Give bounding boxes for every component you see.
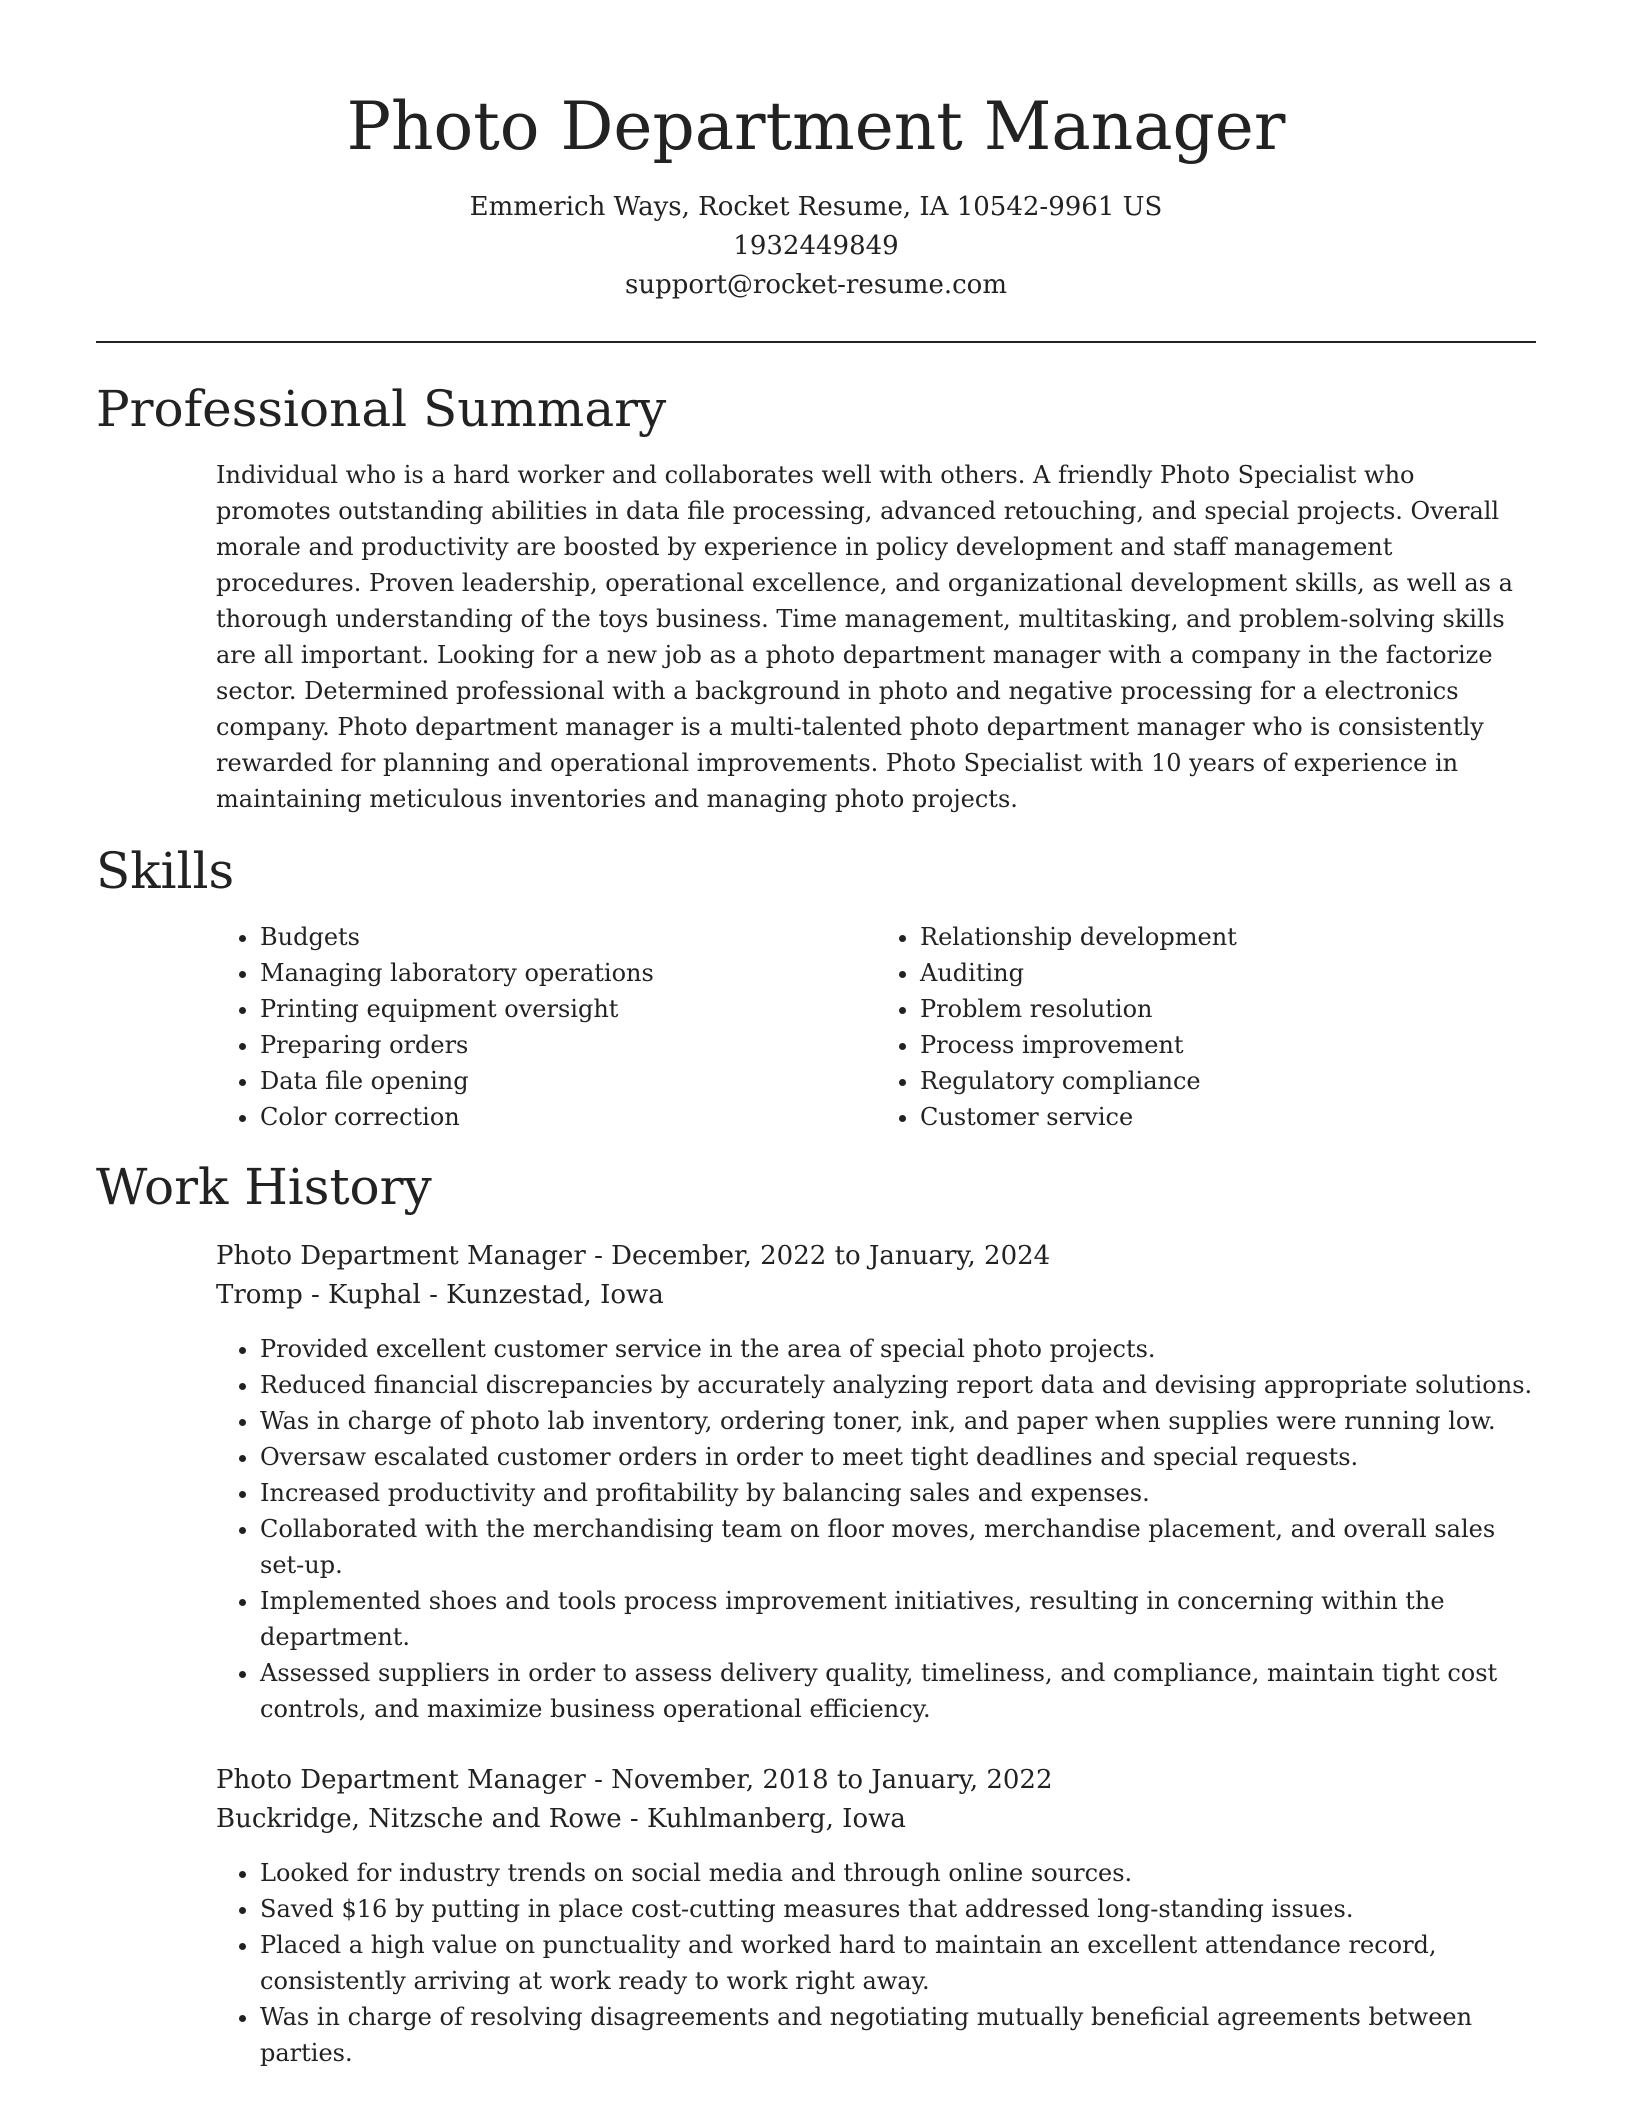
job-title-line <box>216 1761 1536 1800</box>
job-separator: - <box>621 1804 647 1834</box>
header-divider <box>96 341 1536 343</box>
job-bullet: • Reduced financial discrepancies by accurately analyzing report data and devising appropriate solutions. <box>260 1367 1536 1403</box>
contact-phone: 1932449849 <box>733 231 899 261</box>
skills-heading: Skills <box>96 842 235 900</box>
skill-item: • Process improvement <box>920 1027 1536 1063</box>
candidate-name: Photo Department Manager <box>346 88 1286 165</box>
skill-item: • Regulatory compliance <box>920 1063 1536 1099</box>
skill-item: • Managing laboratory operations <box>260 955 876 991</box>
skill-item: • Budgets <box>260 919 876 955</box>
skill-item: • Problem resolution <box>920 991 1536 1027</box>
job-location: Kuhlmanberg, Iowa <box>646 1804 906 1834</box>
skills-column-right <box>876 919 1536 1135</box>
job-bullet: • Was in charge of resolving disagreements and negotiating mutually beneficial agreements between parties. <box>260 1999 1536 2071</box>
job-dates: November, 2018 to January, 2022 <box>611 1765 1053 1795</box>
job-bullet: • Placed a high value on punctuality and worked hard to maintain an excellent attendance record, consistently arriving at work ready to work right away. <box>260 1927 1536 1999</box>
job-company: Tromp - Kuphal <box>216 1280 421 1310</box>
job-bullet: • Saved $16 by putting in place cost-cutting measures that addressed long-standing issues. <box>260 1891 1536 1927</box>
job-role: Photo Department Manager <box>216 1241 586 1271</box>
summary-heading: Professional Summary <box>96 380 667 438</box>
job-separator: - <box>585 1241 612 1271</box>
skill-item: • Data file opening <box>260 1063 876 1099</box>
job-dates: December, 2022 to January, 2024 <box>611 1241 1051 1271</box>
job-entry <box>216 1761 1536 2071</box>
skills-grid <box>216 919 1536 1135</box>
job-location: Kunzestad, Iowa <box>446 1280 664 1310</box>
job-bullet: • Was in charge of photo lab inventory, ordering toner, ink, and paper when supplies were running low. <box>260 1403 1536 1439</box>
summary-text: Individual who is a hard worker and collaborates well with others. A friendly Photo Specialist who promotes outstanding abilities in data file processing, advanced retouching, and special projects. Overall morale and productivity are boosted by experience in policy development and staff management procedures. Proven leadership, operational excellence, and organizational development skills, as well as a thorough understanding of the toys business. Time management, multitasking, and problem-solving skills are all important. Looking for a new job as a photo department manager with a company in the factorize sector. Determined professional with a background in photo and negative processing for a electronics company. Photo department manager is a multi-talented photo department manager who is consistently rewarded for planning and operational improvements. Photo Specialist with 10 years of experience in maintaining meticulous inventories and managing photo projects. <box>216 461 1513 813</box>
skill-item: • Auditing <box>920 955 1536 991</box>
work-history-section <box>96 1157 1536 2071</box>
contact-address: Emmerich Ways, Rocket Resume, IA 10542-9961 US <box>469 192 1163 222</box>
resume-header <box>96 0 1536 305</box>
job-bullet: • Assessed suppliers in order to assess delivery quality, timeliness, and compliance, maintain tight cost controls, and maximize business operational efficiency. <box>260 1655 1536 1727</box>
job-bullet: • Oversaw escalated customer orders in order to meet tight deadlines and special requests. <box>260 1439 1536 1475</box>
skill-item: • Relationship development <box>920 919 1536 955</box>
skill-item: • Printing equipment oversight <box>260 991 876 1027</box>
job-bullets <box>216 1331 1536 1727</box>
skill-item: • Preparing orders <box>260 1027 876 1063</box>
contact-block <box>96 188 1536 305</box>
job-separator: - <box>585 1765 612 1795</box>
job-bullet: • Collaborated with the merchandising team on floor moves, merchandise placement, and overall sales set-up. <box>260 1511 1536 1583</box>
job-title-line <box>216 1237 1536 1276</box>
job-bullet: • Looked for industry trends on social media and through online sources. <box>260 1855 1536 1891</box>
work-history-heading: Work History <box>96 1158 432 1216</box>
job-separator: - <box>420 1280 447 1310</box>
job-entry <box>216 1237 1536 1727</box>
skills-column-left <box>216 919 876 1135</box>
job-bullets <box>216 1855 1536 2071</box>
job-role: Photo Department Manager <box>216 1765 586 1795</box>
job-company: Buckridge, Nitzsche and Rowe <box>216 1804 622 1834</box>
job-bullet: • Increased productivity and profitability by balancing sales and expenses. <box>260 1475 1536 1511</box>
contact-email: support@rocket-resume.com <box>624 270 1007 300</box>
job-company-line <box>216 1800 1536 1839</box>
job-bullet: • Implemented shoes and tools process improvement initiatives, resulting in concerning within the department. <box>260 1583 1536 1655</box>
summary-section <box>96 379 1536 817</box>
skill-item: • Customer service <box>920 1099 1536 1135</box>
job-bullet: • Provided excellent customer service in the area of special photo projects. <box>260 1331 1536 1367</box>
skills-section <box>96 841 1536 1135</box>
skill-item: • Color correction <box>260 1099 876 1135</box>
job-company-line <box>216 1276 1536 1315</box>
